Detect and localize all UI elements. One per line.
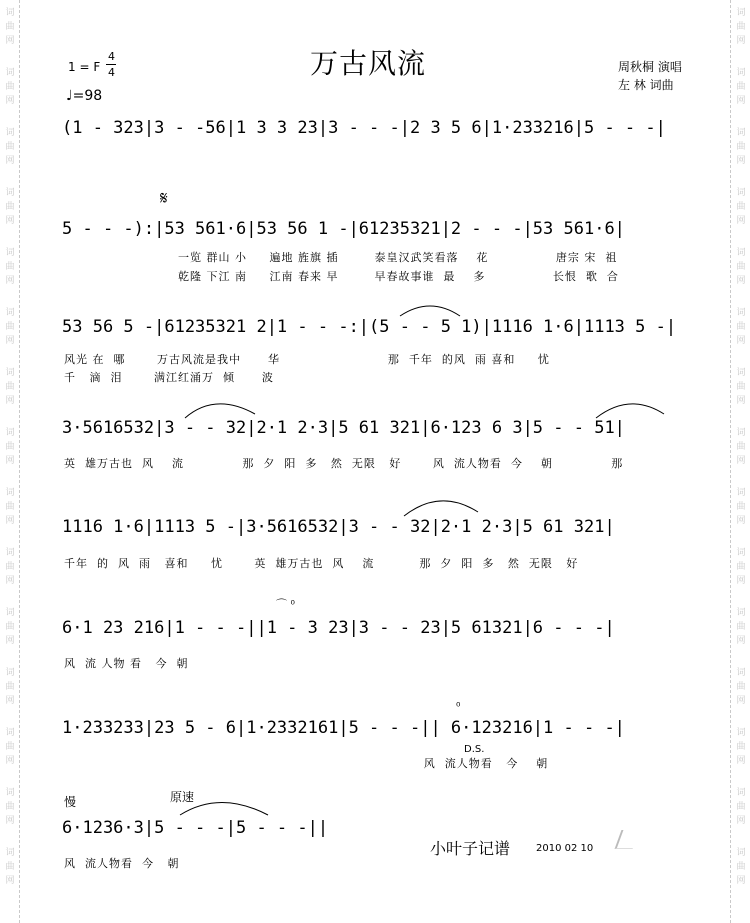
watermark-glyph: 网 xyxy=(736,396,746,406)
watermark-glyph: 曲 xyxy=(736,382,746,392)
watermark-glyph: 词 xyxy=(5,188,15,198)
watermark-glyph: 网 xyxy=(5,876,15,886)
watermark-glyph: 词 xyxy=(5,368,15,378)
score-row-6-lyric-1: 风 流 人物 看 今 朝 xyxy=(64,657,189,670)
score-row-4-notes: 3·5616532|3 - - 32|2·1 2·3|5 61 321|6·123 6 3|5 - - 51| xyxy=(62,418,625,438)
watermark-glyph: 词 xyxy=(5,728,15,738)
watermark-glyph: 网 xyxy=(736,96,746,106)
watermark-glyph: 词 xyxy=(736,368,746,378)
watermark-glyph: 曲 xyxy=(5,502,15,512)
watermark-glyph: 曲 xyxy=(736,622,746,632)
watermark-glyph: 网 xyxy=(5,276,15,286)
score-row-5-notes: 1116 1·6|1113 5 -|3·5616532|3 - - 32|2·1 2·3|5 61 321| xyxy=(62,517,615,537)
watermark-glyph: 网 xyxy=(5,96,15,106)
watermark-glyph: 词 xyxy=(736,128,746,138)
score-row-6-notes: 6·1 23 216|1 - - -||1 - 3 23|3 - - 23|5 61321|6 - - -| xyxy=(62,618,615,638)
watermark-glyph: 曲 xyxy=(736,22,746,32)
watermark-glyph: 词 xyxy=(736,728,746,738)
watermark-glyph: 词 xyxy=(5,68,15,78)
watermark-glyph: 网 xyxy=(736,636,746,646)
fermata-icon-2: ⁰ xyxy=(456,700,461,713)
score-row-7-notes: 1·233233|23 5 - 6|1·2332161|5 - - -|| 6·123216|1 - - -| xyxy=(62,718,625,738)
watermark-glyph: 曲 xyxy=(5,862,15,872)
watermark-glyph: 网 xyxy=(5,696,15,706)
segno-icon: 𝄋 xyxy=(160,188,168,209)
watermark-glyph: 网 xyxy=(5,36,15,46)
watermark-glyph: 网 xyxy=(736,276,746,286)
fermata-icon: ⌒ ⁰ xyxy=(276,598,295,611)
score-row-2-notes: 5 - - -):|53 561·6|53 56 1 -|61235321|2 - - -|53 561·6| xyxy=(62,219,625,239)
watermark-glyph: 曲 xyxy=(736,562,746,572)
watermark-glyph: 曲 xyxy=(736,322,746,332)
tempo-marking: ♩=98 xyxy=(66,88,103,104)
score-row-3-lyric-1: 风光 在 哪 万古风流是我中 华 那 千年 的风 雨 喜和 忧 xyxy=(64,353,550,366)
watermark-glyph: 网 xyxy=(5,816,15,826)
score-row-2-lyric-1: 一览 群山 小 遍地 旌旗 插 泰皇汉武笑看落 花 唐宗 宋 祖 xyxy=(178,251,618,264)
watermark-glyph: 词 xyxy=(736,848,746,858)
slur-arc xyxy=(180,803,268,816)
watermark-glyph: 曲 xyxy=(5,202,15,212)
time-signature-top: 4 xyxy=(108,50,115,63)
score-row-4-lyric-1: 英 雄万古也 风 流 那 夕 阳 多 然 无限 好 风 流人物看 今 朝 那 xyxy=(64,457,624,470)
watermark-glyph: 词 xyxy=(736,788,746,798)
watermark-glyph: 词 xyxy=(736,188,746,198)
watermark-glyph: 曲 xyxy=(736,862,746,872)
watermark-glyph: 网 xyxy=(736,696,746,706)
watermark-glyph: 曲 xyxy=(736,82,746,92)
watermark-glyph: 词 xyxy=(736,608,746,618)
watermark-glyph: 网 xyxy=(5,576,15,586)
watermark-glyph: 网 xyxy=(736,816,746,826)
watermark-glyph: 词 xyxy=(736,488,746,498)
watermark-glyph: 词 xyxy=(736,668,746,678)
watermark-glyph: 网 xyxy=(736,576,746,586)
watermark-glyph: 词 xyxy=(5,788,15,798)
watermark-glyph: 曲 xyxy=(5,562,15,572)
watermark-glyph: 网 xyxy=(736,456,746,466)
watermark-glyph: 词 xyxy=(5,8,15,18)
watermark-glyph: 网 xyxy=(5,456,15,466)
watermark-glyph: 曲 xyxy=(5,382,15,392)
song-title: 万古风流 xyxy=(310,47,427,80)
slur-arc xyxy=(400,306,460,316)
transcription-date: 2010 02 10 xyxy=(536,843,594,854)
watermark-glyph: 曲 xyxy=(736,682,746,692)
watermark-glyph: 词 xyxy=(5,428,15,438)
watermark-glyph: 曲 xyxy=(5,682,15,692)
watermark-glyph: 词 xyxy=(5,488,15,498)
watermark-glyph: 网 xyxy=(736,156,746,166)
score-row-8-lyric-1: 风 流人物看 今 朝 xyxy=(64,857,180,870)
watermark-glyph: 曲 xyxy=(5,262,15,272)
watermark-glyph: 曲 xyxy=(736,442,746,452)
score-row-7-lyric-1: 风 流人物看 今 朝 xyxy=(64,757,549,770)
score-row-3-notes: 53 56 5 -|61235321 2|1 - - -:|(5 - - 5 1)|1116 1·6|1113 5 -| xyxy=(62,317,677,337)
watermark-glyph: 曲 xyxy=(5,742,15,752)
watermark-glyph: 网 xyxy=(736,876,746,886)
watermark-glyph: 网 xyxy=(5,216,15,226)
watermark-glyph: 网 xyxy=(736,216,746,226)
score-row-1-notes: (1 - 323|3 - -56|1 3 3 23|3 - - -|2 3 5 6|1·233216|5 - - -| xyxy=(62,118,666,138)
watermark-glyph: 曲 xyxy=(5,82,15,92)
watermark-glyph: 网 xyxy=(5,156,15,166)
watermark-glyph: 词 xyxy=(5,608,15,618)
slur-arc xyxy=(404,501,478,516)
watermark-glyph: 网 xyxy=(736,336,746,346)
watermark-glyph: 网 xyxy=(736,516,746,526)
watermark-glyph: 网 xyxy=(736,756,746,766)
watermark-glyph: 曲 xyxy=(736,502,746,512)
watermark-glyph: 词 xyxy=(5,848,15,858)
dal-segno-marking: D.S. xyxy=(464,744,485,755)
watermark-glyph: 曲 xyxy=(5,322,15,332)
score-row-5-lyric-1: 千年 的 风 雨 喜和 忧 英 雄万古也 风 流 那 夕 阳 多 然 无限 好 xyxy=(64,557,579,570)
watermark-glyph: 网 xyxy=(736,36,746,46)
watermark-glyph: 网 xyxy=(5,636,15,646)
watermark-glyph: 曲 xyxy=(736,742,746,752)
key-signature: 1 = F xyxy=(68,60,101,74)
watermark-glyph: 网 xyxy=(5,756,15,766)
watermark-glyph: 曲 xyxy=(5,442,15,452)
watermark-glyph: 曲 xyxy=(5,142,15,152)
watermark-glyph: 曲 xyxy=(736,262,746,272)
score-row-2-lyric-2: 乾隆 下江 南 江南 春来 早 早春故事谁 最 多 长恨 歌 合 xyxy=(178,270,619,283)
watermark-glyph: 网 xyxy=(5,396,15,406)
watermark-glyph: 曲 xyxy=(5,622,15,632)
writer-credit: 左 林 词曲 xyxy=(618,78,674,92)
watermark-glyph: 曲 xyxy=(5,22,15,32)
time-signature-bottom: 4 xyxy=(108,66,115,79)
watermark-glyph: 词 xyxy=(5,308,15,318)
slow-marking: 慢 xyxy=(64,795,77,809)
score-row-8-notes: 6·1236·3|5 - - -|5 - - -|| xyxy=(62,818,329,838)
original-tempo-marking: 原速 xyxy=(170,790,195,804)
watermark-glyph: 词 xyxy=(736,248,746,258)
slur-arc xyxy=(596,404,664,418)
score-row-3-lyric-2: 千 滴 泪 满江红涌万 倾 波 xyxy=(64,371,274,384)
watermark-glyph: 曲 xyxy=(736,142,746,152)
watermark-glyph: 词 xyxy=(736,8,746,18)
watermark-glyph: 词 xyxy=(5,128,15,138)
transcriber-signature: 小叶子记谱 xyxy=(430,839,511,858)
watermark-glyph: 词 xyxy=(736,428,746,438)
watermark-glyph: 曲 xyxy=(736,802,746,812)
watermark-glyph: 词 xyxy=(736,308,746,318)
watermark-glyph: 曲 xyxy=(5,802,15,812)
watermark-glyph: 网 xyxy=(5,516,15,526)
singer-credit: 周秋桐 演唱 xyxy=(618,60,682,74)
watermark-glyph: 词 xyxy=(5,248,15,258)
watermark-glyph: 词 xyxy=(736,548,746,558)
watermark-glyph: 曲 xyxy=(736,202,746,212)
watermark-glyph: 网 xyxy=(5,336,15,346)
watermark-glyph: 词 xyxy=(5,668,15,678)
watermark-glyph: 词 xyxy=(5,548,15,558)
slur-arc xyxy=(185,404,255,418)
watermark-glyph: 词 xyxy=(736,68,746,78)
